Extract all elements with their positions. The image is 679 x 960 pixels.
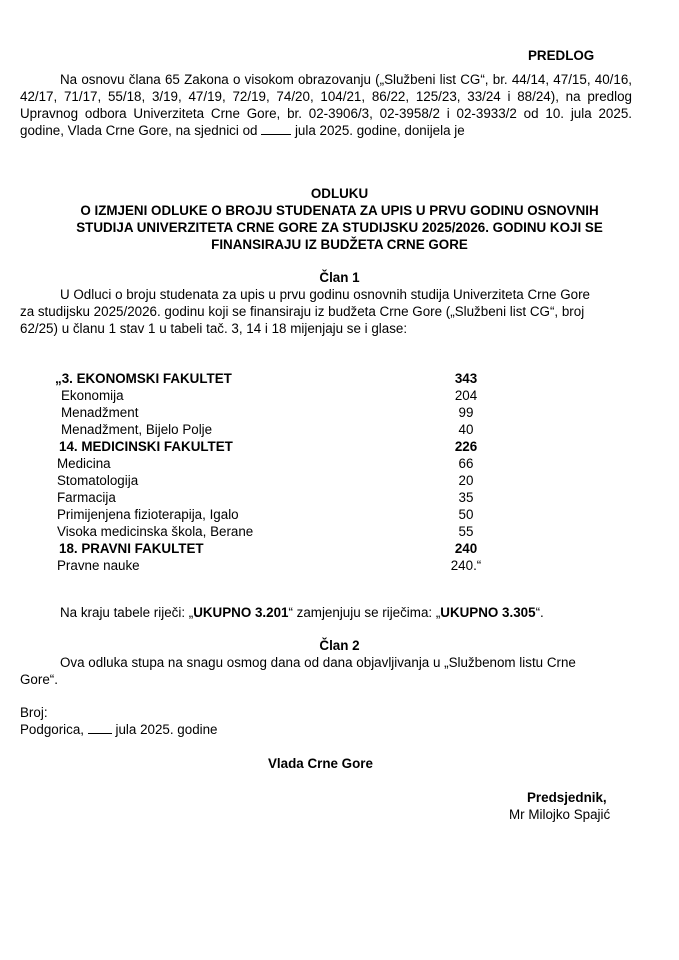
- place-text: Podgorica,: [20, 722, 85, 737]
- document-subtitle-line: O IZMJENI ODLUKE O BROJU STUDENATA ZA UPIS U PRVU GODINU OSNOVNIH: [80, 203, 599, 218]
- total-text: Na kraju tabele riječi: „: [60, 605, 194, 620]
- table-row: [0, 404, 679, 421]
- table-row-name: Medicina: [57, 456, 111, 471]
- total-new: UKUPNO 3.305: [440, 605, 536, 620]
- table-row-name: Primijenjena fizioterapija, Igalo: [57, 507, 239, 522]
- table-row-value: 55: [458, 524, 474, 539]
- table-row-value: 240.“: [450, 558, 482, 573]
- total-old: UKUPNO 3.201: [193, 605, 289, 620]
- date-blank: [261, 123, 291, 135]
- table-row-name: Menadžment, Bijelo Polje: [61, 422, 213, 437]
- table-row: [0, 557, 679, 574]
- table-row-name: „3. EKONOMSKI FAKULTET: [55, 371, 232, 386]
- table-row-name: 14. MEDICINSKI FAKULTET: [59, 439, 233, 454]
- table-row-value: 40: [458, 422, 474, 437]
- day-blank: [88, 722, 112, 734]
- signer-title: Predsjednik,: [527, 790, 607, 805]
- table-row: [0, 506, 679, 523]
- article2-text-line: Gore“.: [20, 672, 58, 687]
- table-row-value: 343: [454, 371, 478, 386]
- table-row-value: 204: [454, 388, 478, 403]
- total-replacement-sentence: [60, 604, 544, 621]
- table-row: [0, 455, 679, 472]
- table-row-value: 50: [458, 507, 474, 522]
- table-row-name: Menadžment: [61, 405, 139, 420]
- table-row: [0, 421, 679, 438]
- table-row-name: Ekonomija: [61, 388, 124, 403]
- table-row: [0, 387, 679, 404]
- table-row-value: 35: [458, 490, 474, 505]
- table-row-value: 226: [454, 439, 478, 454]
- table-row-name: Farmacija: [57, 490, 116, 505]
- table-row: [0, 438, 679, 455]
- article1-heading: Član 1: [319, 270, 360, 285]
- table-row-name: Visoka medicinska škola, Berane: [57, 524, 254, 539]
- table-row-value: 66: [458, 456, 474, 471]
- preamble-paragraph: [20, 71, 632, 139]
- table-row-name: Pravne nauke: [57, 558, 140, 573]
- article1-text-line: za studijsku 2025/2026. godinu koji se finansiraju iz budžeta Crne Gore („Službeni list CG“, broj: [20, 304, 585, 319]
- table-row-name: 18. PRAVNI FAKULTET: [59, 541, 204, 556]
- article1-text-line: 62/25) u članu 1 stav 1 u tabeli tač. 3, 14 i 18 mijenjaju se i glase:: [20, 321, 408, 336]
- table-row-value: 99: [458, 405, 474, 420]
- document-subtitle-line: FINANSIRAJU IZ BUDŽETA CRNE GORE: [211, 237, 468, 252]
- table-row: [0, 370, 679, 387]
- table-row: [0, 523, 679, 540]
- government-name: Vlada Crne Gore: [268, 756, 373, 771]
- table-row: [0, 489, 679, 506]
- predlog-label: PREDLOG: [528, 48, 595, 63]
- table-row-value: 20: [458, 473, 474, 488]
- signer-name: Mr Milojko Spajić: [509, 807, 611, 822]
- table-row-value: 240: [454, 541, 478, 556]
- preamble-text-end: jula 2025. godine, donijela je: [294, 123, 465, 138]
- total-text: “.: [535, 605, 544, 620]
- broj-label: Broj:: [20, 705, 48, 720]
- document-subtitle-line: STUDIJA UNIVERZITETA CRNE GORE ZA STUDIJSKU 2025/2026. GODINU KOJI SE: [76, 220, 603, 235]
- table-row: [0, 472, 679, 489]
- table-row-name: Stomatologija: [57, 473, 139, 488]
- article1-text-line: U Odluci o broju studenata za upis u prvu godinu osnovnih studija Univerziteta Crne Gore: [60, 287, 590, 302]
- preamble-text: Na osnovu člana 65 Zakona o visokom obrazovanju („Službeni list CG“, br. 44/14, 47/15, 40/16, 42/17, 71/17, 55/18, 3/19, 47/19, 72/19, 74/20, 104/21, 86/22, 125/23, 33/24 i 88/24), na predlog Upravnog odbora Univerziteta Crne Gore, br. 02-3906/3, 02-3958/2 i 02-3933/2 od 10. jula 2025. godine, Vlada Crne Gore, na sjednici od: [20, 72, 632, 138]
- total-text: “ zamjenjuju se riječima: „: [288, 605, 441, 620]
- date-text: jula 2025. godine: [115, 722, 218, 737]
- place-date-line: [20, 721, 218, 738]
- table-row: [0, 540, 679, 557]
- document-title: ODLUKU: [310, 186, 369, 201]
- article2-text-line: Ova odluka stupa na snagu osmog dana od dana objavljivanja u „Službenom listu Crne: [60, 655, 576, 670]
- article2-heading: Član 2: [319, 638, 360, 653]
